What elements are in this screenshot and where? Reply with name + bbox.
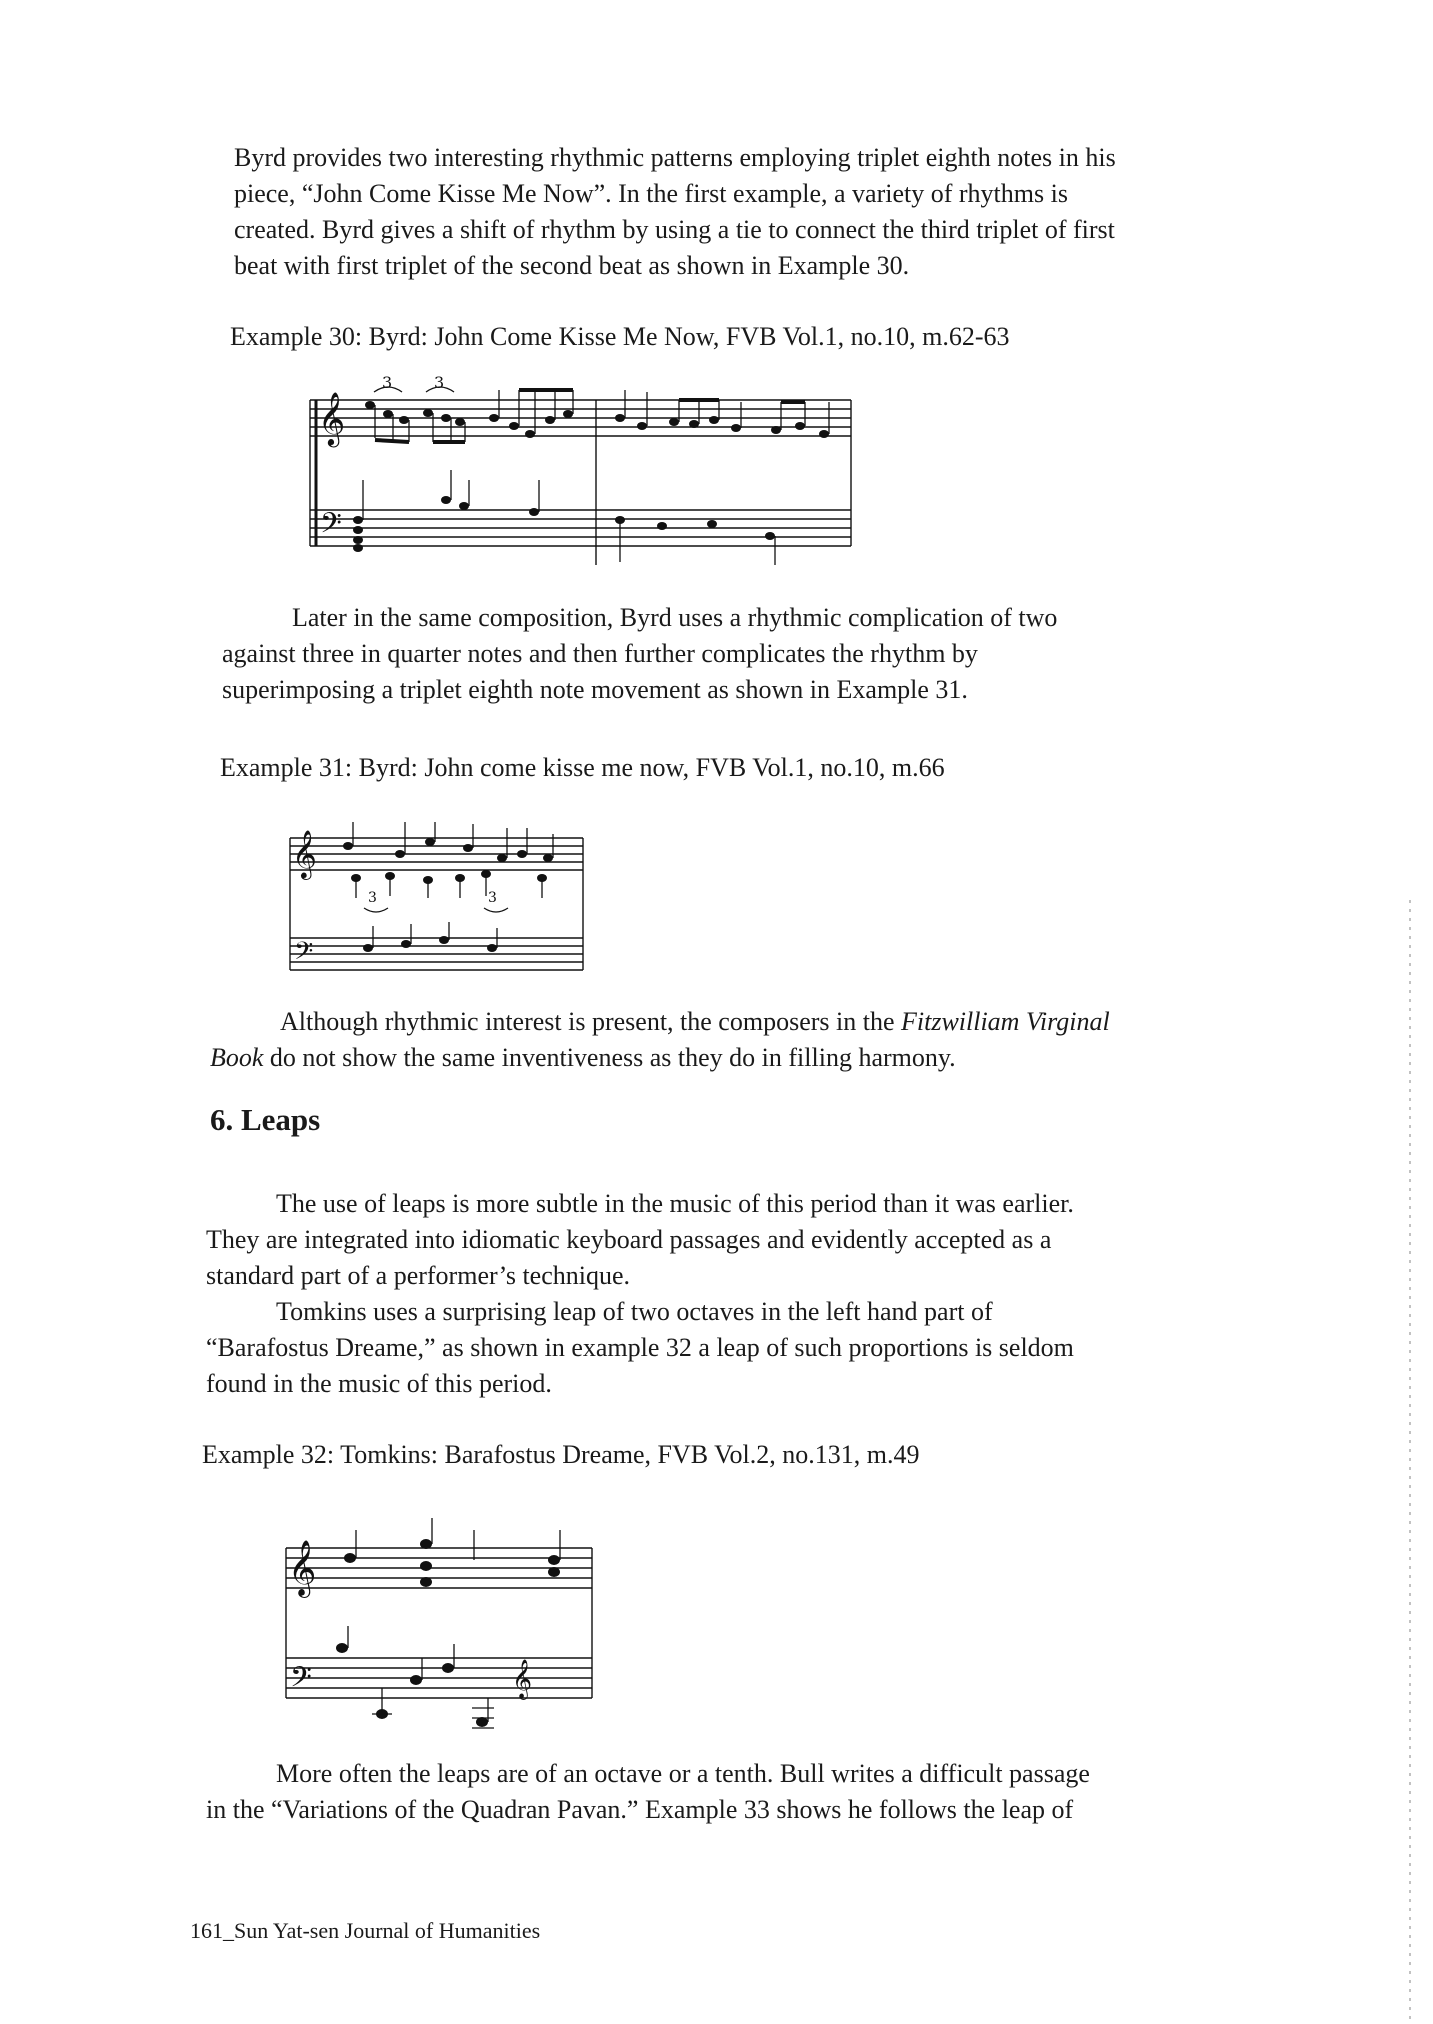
text-run: do not show the same inventiveness as they do in filling harmony.	[263, 1043, 956, 1072]
book-title-italic: Fitzwilliam Virginal	[901, 1007, 1110, 1036]
paragraph-two-against-three	[222, 600, 1202, 708]
paragraph-rhythmic-interest	[210, 1004, 1210, 1076]
text-line: standard part of a performer’s technique.	[206, 1261, 631, 1290]
section-heading: 6. Leaps	[210, 1102, 321, 1137]
example-30-caption: Example 30: Byrd: John Come Kisse Me Now, FVB Vol.1, no.10, m.62-63	[230, 322, 1010, 351]
paragraph-bull	[206, 1756, 1206, 1828]
text-line: against three in quarter notes and then further complicates the rhythm by	[222, 639, 978, 668]
triplet-mark: 3	[368, 890, 377, 906]
music-example-31	[278, 818, 588, 978]
bass-clef-icon: 𝄢	[290, 1661, 312, 1701]
paragraph-leaps-intro	[206, 1186, 1206, 1294]
text-line: piece, “John Come Kisse Me Now”. In the first example, a variety of rhythms is	[234, 179, 1068, 208]
text-line	[210, 1004, 1210, 1040]
text-line: Byrd provides two interesting rhythmic patterns employing triplet eighth notes in his	[234, 143, 1116, 172]
music-example-32	[272, 1508, 602, 1738]
text-line: superimposing a triplet eighth note movement as shown in Example 31.	[222, 675, 968, 704]
text-run: Although rhythmic interest is present, the composers in the	[280, 1007, 901, 1036]
example-31-caption: Example 31: Byrd: John come kisse me now, FVB Vol.1, no.10, m.66	[220, 753, 945, 782]
bass-clef-icon: 𝄢	[294, 937, 314, 972]
text-line: in the “Variations of the Quadran Pavan.” Example 33 shows he follows the leap of	[206, 1795, 1074, 1824]
text-line: created. Byrd gives a shift of rhythm by using a tie to connect the third triplet of first	[234, 215, 1115, 244]
text-line: Tomkins uses a surprising leap of two octaves in the left hand part of	[276, 1297, 993, 1326]
book-title-italic: Book	[210, 1043, 264, 1072]
text-line: More often the leaps are of an octave or a tenth. Bull writes a difficult passage	[276, 1759, 1090, 1788]
triplet-mark: 3	[488, 890, 497, 906]
triplet-mark: 3	[434, 373, 445, 392]
treble-clef-icon: 𝄞	[318, 391, 346, 445]
example-32-caption: Example 32: Tomkins: Barafostus Dreame, FVB Vol.2, no.131, m.49	[202, 1440, 920, 1469]
text-line: The use of leaps is more subtle in the music of this period than it was earlier.	[276, 1189, 1074, 1218]
treble-clef-icon: 𝄞	[292, 829, 317, 878]
treble-clef-icon: 𝄞	[288, 1540, 317, 1596]
treble-clef-icon: 𝄞	[512, 1659, 533, 1699]
bass-clef-icon: 𝄢	[320, 507, 342, 547]
scan-edge-noise	[1409, 900, 1411, 2020]
paragraph-tomkins	[206, 1294, 1206, 1402]
text-line: beat with first triplet of the second beat as shown in Example 30.	[234, 251, 910, 280]
paragraph-intro	[234, 140, 1214, 284]
text-line: They are integrated into idiomatic keyboard passages and evidently accepted as a	[206, 1225, 1052, 1254]
music-example-30	[296, 373, 856, 590]
page-footer: 161_Sun Yat-sen Journal of Humanities	[190, 1918, 541, 1943]
triplet-mark: 3	[382, 373, 393, 392]
text-line	[210, 1040, 1210, 1076]
text-line: found in the music of this period.	[206, 1369, 552, 1398]
text-line: “Barafostus Dreame,” as shown in example 32 a leap of such proportions is seldom	[206, 1333, 1074, 1362]
text-line: Later in the same composition, Byrd uses a rhythmic complication of two	[292, 603, 1058, 632]
